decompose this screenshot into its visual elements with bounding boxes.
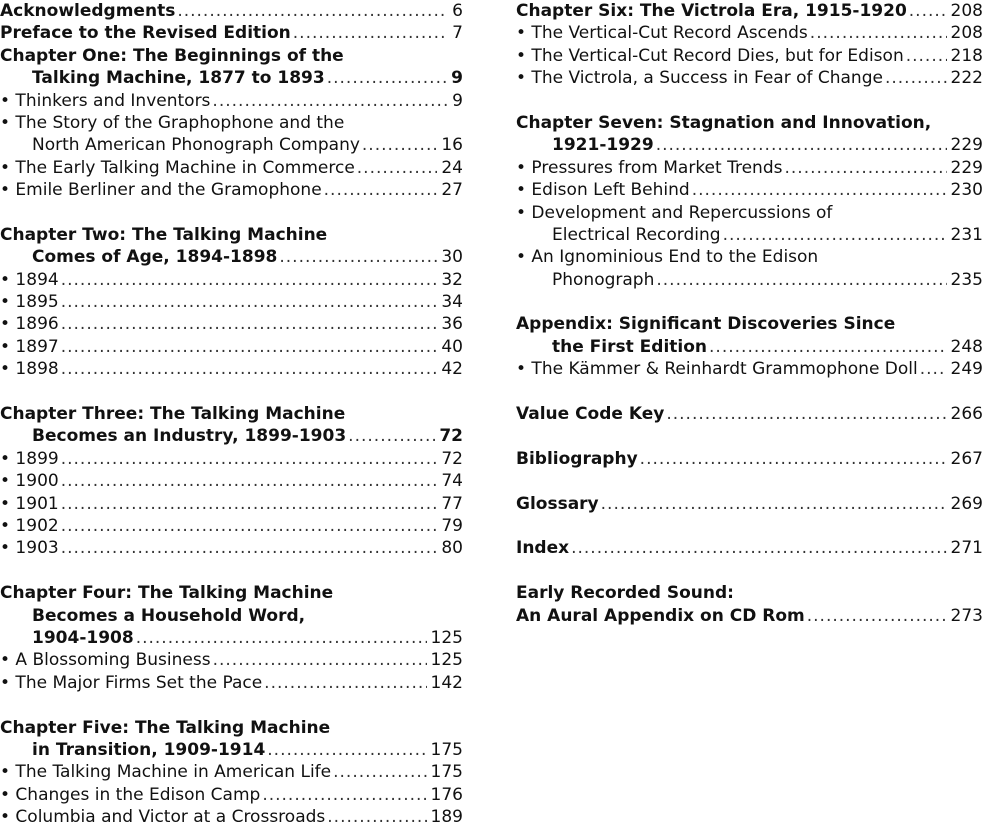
toc-entry-line <box>0 90 463 112</box>
toc-entry-title: • 1903 <box>0 538 59 559</box>
toc-heading-line <box>516 448 983 470</box>
toc-entry-title: • 1896 <box>0 314 59 335</box>
dot-leader <box>136 627 427 649</box>
toc-entry-line <box>0 157 463 179</box>
dot-leader <box>327 806 426 828</box>
toc-entry-line <box>516 246 983 268</box>
toc-heading-line <box>0 605 463 627</box>
dot-leader <box>262 784 426 806</box>
page-number: 16 <box>441 135 463 156</box>
toc-entry-title: • 1897 <box>0 336 59 357</box>
toc-entry-title: Value Code Key <box>516 404 665 425</box>
dot-leader <box>264 672 426 694</box>
page-number: 142 <box>430 672 463 693</box>
dot-leader <box>362 134 437 156</box>
toc-entry-line <box>516 224 983 246</box>
toc-entry-title: Index <box>516 538 570 559</box>
toc-right-column <box>516 0 983 627</box>
page-number: 271 <box>950 538 983 559</box>
dot-leader <box>692 179 947 201</box>
page-number: 208 <box>950 23 983 44</box>
page-number: 9 <box>451 68 463 89</box>
toc-entry-title: • Pressures from Market Trends <box>516 157 783 178</box>
page-number: 79 <box>441 515 463 536</box>
page-number: 7 <box>452 23 463 44</box>
page-number: 125 <box>430 650 463 671</box>
toc-entry-line <box>0 358 463 380</box>
toc-entry-line <box>0 537 463 559</box>
page-number: 80 <box>441 538 463 559</box>
toc-entry-title: • Emile Berliner and the Gramophone <box>0 180 322 201</box>
toc-heading-line <box>516 403 983 425</box>
page-number: 235 <box>950 269 983 290</box>
toc-entry-title: Chapter Four: The Talking Machine <box>0 583 334 604</box>
toc-entry-line <box>0 806 463 828</box>
toc-entry-title: • The Story of the Graphophone and the <box>0 112 345 133</box>
toc-left-column <box>0 0 463 828</box>
toc-entry-line <box>516 67 983 89</box>
dot-leader <box>61 448 438 470</box>
toc-heading-line <box>0 246 463 268</box>
dot-leader <box>61 336 438 358</box>
toc-heading-line <box>0 224 463 246</box>
dot-leader <box>810 22 947 44</box>
toc-entry-title: in Transition, 1909-1914 <box>32 739 266 760</box>
toc-heading-line <box>516 336 983 358</box>
page-number: 175 <box>430 762 463 783</box>
dot-leader <box>656 134 947 156</box>
dot-leader <box>61 291 438 313</box>
toc-entry-title: • The Vertical-Cut Record Ascends <box>516 23 808 44</box>
dot-leader <box>906 45 947 67</box>
page-number: 230 <box>950 180 983 201</box>
spacer <box>516 515 983 537</box>
toc-entry-title: • 1900 <box>0 471 59 492</box>
toc-entry-title: • A Blossoming Business <box>0 650 211 671</box>
toc-entry-line <box>0 179 463 201</box>
spacer <box>516 425 983 447</box>
page-number: 72 <box>439 426 463 447</box>
toc-entry-line <box>516 202 983 224</box>
page-number: 42 <box>441 359 463 380</box>
toc-entry-line <box>0 448 463 470</box>
toc-entry-title: An Aural Appendix on CD Rom <box>516 605 805 626</box>
toc-heading-line <box>516 313 983 335</box>
page-number: 77 <box>441 493 463 514</box>
dot-leader <box>666 403 946 425</box>
toc-entry-title: • Changes in the Edison Camp <box>0 784 261 805</box>
page-number: 208 <box>950 1 983 21</box>
toc-heading-line <box>0 22 463 44</box>
page-number: 125 <box>430 627 463 648</box>
dot-leader <box>324 179 438 201</box>
toc-heading-line <box>0 0 463 22</box>
spacer <box>0 694 463 716</box>
toc-entry-title: Appendix: Significant Discoveries Since <box>516 314 896 335</box>
toc-heading-line <box>516 605 983 627</box>
page-number: 34 <box>441 292 463 313</box>
toc-entry-title: • 1895 <box>0 292 59 313</box>
page-number: 248 <box>950 336 983 357</box>
dot-leader <box>177 0 448 22</box>
toc-entry-title: Preface to the Revised Edition <box>0 23 291 44</box>
dot-leader <box>212 90 448 112</box>
page-number: 189 <box>430 807 463 828</box>
toc-entry-title: • The Victrola, a Success in Fear of Change <box>516 68 883 89</box>
toc-entry-title: the First Edition <box>552 336 708 357</box>
toc-entry-title: Chapter Five: The Talking Machine <box>0 717 331 738</box>
dot-leader <box>213 649 427 671</box>
dot-leader <box>333 761 426 783</box>
page-number: 36 <box>441 314 463 335</box>
toc-heading-line <box>516 537 983 559</box>
toc-heading-line <box>0 67 463 89</box>
dot-leader <box>61 537 438 559</box>
toc-entry-line <box>0 336 463 358</box>
toc-entry-line <box>0 112 463 134</box>
toc-entry-title: Chapter Seven: Stagnation and Innovation, <box>516 112 932 133</box>
page-number: 30 <box>441 247 463 268</box>
toc-entry-title: • 1898 <box>0 359 59 380</box>
toc-heading-line <box>0 717 463 739</box>
toc-heading-line <box>0 582 463 604</box>
page-number: 266 <box>950 404 983 425</box>
dot-leader <box>920 358 947 380</box>
dot-leader <box>640 448 947 470</box>
toc-entry-line <box>0 761 463 783</box>
spacer <box>0 202 463 224</box>
toc-entry-title: • Development and Repercussions of <box>516 202 833 223</box>
page-number: 267 <box>950 448 983 469</box>
toc-entry-line <box>516 179 983 201</box>
page-number: 218 <box>950 45 983 66</box>
toc-entry-title: • The Talking Machine in American Life <box>0 762 332 783</box>
dot-leader <box>61 358 438 380</box>
spacer <box>516 381 983 403</box>
page-number: 229 <box>950 135 983 156</box>
toc-entry-line <box>0 269 463 291</box>
toc-entry-title: Phonograph <box>552 269 655 290</box>
toc-heading-line <box>0 627 463 649</box>
toc-entry-title: Becomes a Household Word, <box>32 605 306 626</box>
toc-entry-title: Early Recorded Sound: <box>516 583 734 604</box>
toc-entry-line <box>516 45 983 67</box>
toc-entry-title: • The Kämmer & Reinhardt Grammophone Doll <box>516 359 918 380</box>
toc-heading-line <box>0 403 463 425</box>
toc-entry-line <box>0 493 463 515</box>
toc-entry-title: • 1899 <box>0 448 59 469</box>
toc-entry-title: • The Vertical-Cut Record Dies, but for Edison <box>516 45 904 66</box>
toc-entry-title: Bibliography <box>516 448 638 469</box>
page-number: 24 <box>441 157 463 178</box>
page-number: 72 <box>441 448 463 469</box>
dot-leader <box>784 157 946 179</box>
toc-entry-title: Glossary <box>516 493 599 514</box>
toc-heading-line <box>516 134 983 156</box>
toc-entry-title: • Thinkers and Inventors <box>0 90 211 111</box>
toc-entry-title: 1904-1908 <box>32 627 134 648</box>
toc-entry-title: Chapter Six: The Victrola Era, 1915-1920 <box>516 1 907 21</box>
toc-heading-line <box>516 493 983 515</box>
dot-leader <box>348 425 435 447</box>
page-number: 176 <box>430 784 463 805</box>
toc-entry-title: Electrical Recording <box>552 224 721 245</box>
page-number: 222 <box>950 68 983 89</box>
dot-leader <box>61 470 438 492</box>
page-number: 74 <box>441 471 463 492</box>
toc-entry-line <box>0 672 463 694</box>
toc-entry-title: • An Ignominious End to the Edison <box>516 247 819 268</box>
toc-entry-title: Becomes an Industry, 1899-1903 <box>32 426 347 447</box>
dot-leader <box>267 739 426 761</box>
toc-entry-line <box>516 157 983 179</box>
toc-entry-title: Chapter One: The Beginnings of the <box>0 45 344 66</box>
toc-entry-title: Comes of Age, 1894-1898 <box>32 247 278 268</box>
toc-entry-title: • 1894 <box>0 269 59 290</box>
dot-leader <box>709 336 947 358</box>
dot-leader <box>571 537 946 559</box>
dot-leader <box>656 269 946 291</box>
toc-entry-line <box>0 649 463 671</box>
toc-heading-line <box>0 739 463 761</box>
toc-entry-line <box>0 291 463 313</box>
dot-leader <box>885 67 947 89</box>
toc-entry-line <box>0 470 463 492</box>
toc-entry-title: • The Early Talking Machine in Commerce <box>0 157 355 178</box>
toc-heading-line <box>0 45 463 67</box>
dot-leader <box>61 515 438 537</box>
toc-entry-title: Chapter Two: The Talking Machine <box>0 224 328 245</box>
dot-leader <box>357 157 438 179</box>
toc-entry-title: Acknowledgments <box>0 1 176 21</box>
toc-entry-line <box>0 134 463 156</box>
toc-heading-line <box>516 582 983 604</box>
page-number: 231 <box>950 224 983 245</box>
dot-leader <box>293 22 448 44</box>
dot-leader <box>909 0 947 22</box>
page-number: 27 <box>441 180 463 201</box>
dot-leader <box>723 224 947 246</box>
page-number: 269 <box>950 493 983 514</box>
spacer <box>516 90 983 112</box>
toc-entry-line <box>0 313 463 335</box>
toc-entry-title: • The Major Firms Set the Pace <box>0 672 263 693</box>
dot-leader <box>279 246 437 268</box>
dot-leader <box>61 269 438 291</box>
page-number: 40 <box>441 336 463 357</box>
toc-entry-title: 1921-1929 <box>552 135 654 156</box>
toc-heading-line <box>516 112 983 134</box>
page-number: 175 <box>430 739 463 760</box>
toc-heading-line <box>0 425 463 447</box>
toc-entry-line <box>516 269 983 291</box>
toc-entry-line <box>0 784 463 806</box>
toc-entry-title: Talking Machine, 1877 to 1893 <box>32 68 325 89</box>
toc-entry-line <box>0 515 463 537</box>
spacer <box>516 470 983 492</box>
toc-entry-title: • Columbia and Victor at a Crossroads <box>0 807 326 828</box>
dot-leader <box>601 493 947 515</box>
toc-entry-line <box>516 358 983 380</box>
dot-leader <box>61 313 438 335</box>
dot-leader <box>327 67 447 89</box>
page-number: 32 <box>441 269 463 290</box>
toc-entry-title: Chapter Three: The Talking Machine <box>0 404 346 425</box>
page-number: 229 <box>950 157 983 178</box>
spacer <box>0 381 463 403</box>
toc-heading-line <box>516 0 983 22</box>
page-number: 9 <box>452 90 463 111</box>
toc-entry-title: North American Phonograph Company <box>32 135 360 156</box>
page-number: 6 <box>452 1 463 21</box>
toc-entry-title: • Edison Left Behind <box>516 180 690 201</box>
dot-leader <box>807 605 947 627</box>
toc-entry-title: • 1901 <box>0 493 59 514</box>
page-number: 273 <box>950 605 983 626</box>
dot-leader <box>61 493 438 515</box>
page-number: 249 <box>950 359 983 380</box>
toc-entry-line <box>516 22 983 44</box>
spacer <box>0 560 463 582</box>
toc-entry-title: • 1902 <box>0 515 59 536</box>
spacer <box>516 560 983 582</box>
spacer <box>516 291 983 313</box>
